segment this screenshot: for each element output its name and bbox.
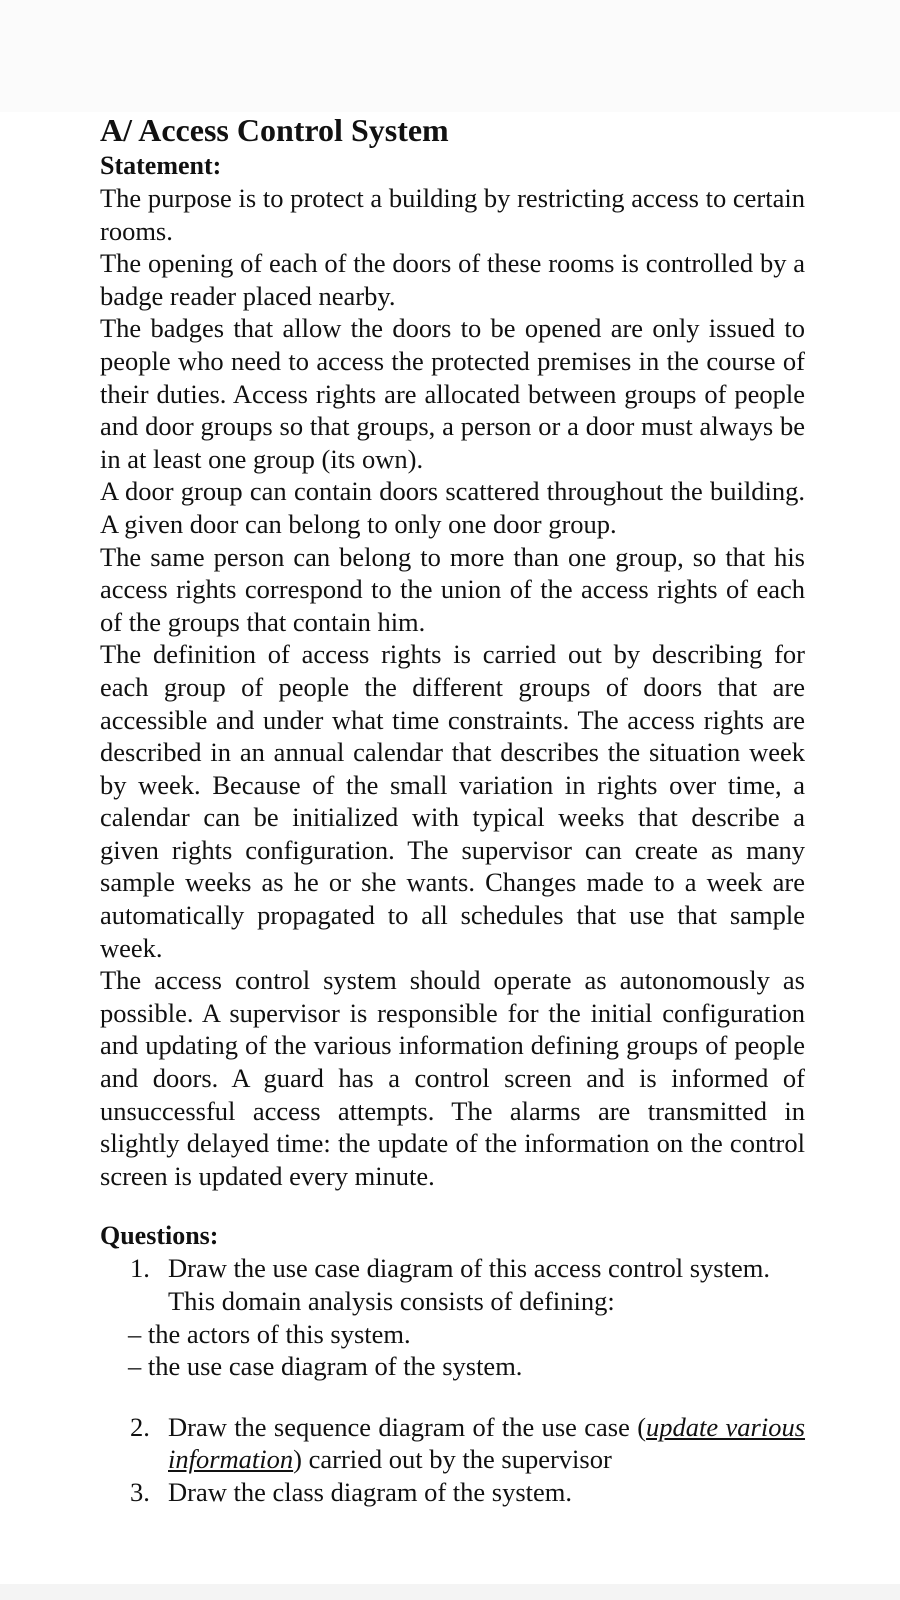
question-1-dash-actors: – the actors of this system. <box>128 1318 411 1349</box>
paragraph-badges: The badges that allow the doors to be opened are only issued to people who need to access the protected premises in the course of their duties. Access rights are allocated between groups of people and door groups so that groups, a person or a door must always be in at least one group (its own). <box>100 313 805 474</box>
question-2-text <box>160 1411 805 1476</box>
paragraph-purpose: The purpose is to protect a building by restricting access to certain rooms. <box>100 183 805 246</box>
question-2-emphasis: update various information <box>168 1411 806 1475</box>
page-bottom-margin <box>0 1584 900 1600</box>
question-2-before: Draw the sequence diagram of the use case ( <box>168 1411 647 1442</box>
question-2-after: ) carried out by the supervisor <box>293 1444 612 1475</box>
question-2 <box>100 1411 805 1476</box>
question-1-dash-use-case: – the use case diagram of the system. <box>128 1351 523 1382</box>
question-3-text: Draw the class diagram of the system. <box>168 1476 573 1507</box>
spacer <box>100 1383 805 1411</box>
question-1 <box>100 1252 805 1317</box>
question-1-number: 1. <box>130 1253 150 1284</box>
question-1-text <box>160 1252 805 1317</box>
questions-heading: Questions: <box>100 1221 219 1251</box>
paragraph-door-group: A door group can contain doors scattered throughout the building. A given door can belong to only one door group. <box>100 476 805 539</box>
statement-heading: Statement: <box>100 151 222 180</box>
document-page <box>100 110 805 1509</box>
paragraph-autonomy: The access control system should operate as autonomously as possible. A supervisor is responsible for the initial configuration and updating of the various information defining groups of people and doors. A guard has a control screen and is informed of unsuccessful access attempts. The alarms are transmitted in slightly delayed time: the update of the information on the control screen is updated every minute. <box>100 965 805 1191</box>
paragraph-person-groups: The same person can belong to more than one group, so that his access rights correspond to the union of the access rights of each of the groups that contain him. <box>100 541 805 637</box>
page-top-margin <box>0 0 900 112</box>
document-title: A/ Access Control System <box>100 112 449 148</box>
question-1-line-2: This domain analysis consists of defining: <box>168 1286 615 1316</box>
question-3 <box>100 1476 805 1509</box>
paragraph-badge-reader: The opening of each of the doors of these rooms is controlled by a badge reader placed nearby. <box>100 248 805 311</box>
question-1-line-1: Draw the use case diagram of this access control system. <box>168 1253 770 1284</box>
paragraph-access-rights: The definition of access rights is carried out by describing for each group of people the different groups of doors that are accessible and under what time constraints. The access rights are described in an annual calendar that describes the situation week by week. Because of the small variation in rights over time, a calendar can be initialized with typical weeks that describe a given rights configuration. The supervisor can create as many sample weeks as he or she wants. Changes made to a week are automatically propagated to all schedules that use that sample week. <box>100 639 805 963</box>
question-2-number: 2. <box>130 1411 150 1442</box>
question-3-number: 3. <box>130 1476 150 1507</box>
